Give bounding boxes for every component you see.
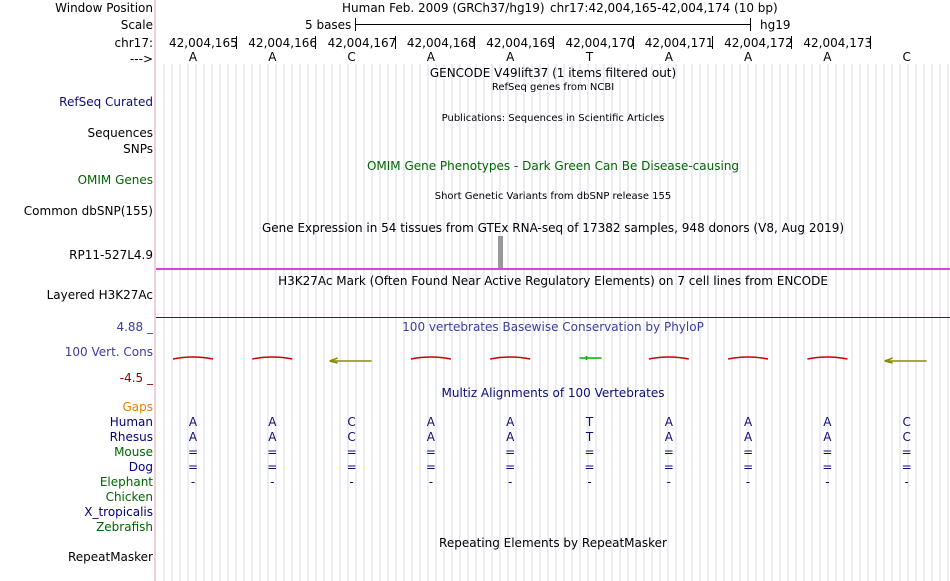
alignment-base: = bbox=[901, 445, 912, 459]
conservation-mark bbox=[580, 356, 602, 360]
chrom-label: chr17: bbox=[114, 36, 153, 50]
gtex-expression-bar[interactable] bbox=[498, 236, 503, 268]
track-label-h3k27ac[interactable]: Layered H3K27Ac bbox=[46, 288, 153, 302]
alignment-base: = bbox=[267, 445, 278, 459]
species-label[interactable]: Dog bbox=[128, 460, 153, 474]
alignment-base: = bbox=[663, 445, 674, 459]
alignment-base: - bbox=[190, 475, 196, 489]
conservation-plot[interactable] bbox=[0, 350, 950, 366]
publications-track-title: Publications: Sequences in Scientific Articles bbox=[441, 113, 665, 124]
alignment-base: = bbox=[267, 460, 278, 474]
conservation-mark bbox=[885, 358, 927, 363]
cons-max-label: 4.88 _ bbox=[116, 320, 153, 334]
scale-db: hg19 bbox=[760, 18, 791, 32]
alignment-base: A bbox=[426, 430, 435, 444]
track-label-dbsnp[interactable]: Common dbSNP(155) bbox=[23, 204, 153, 218]
species-label[interactable]: Elephant bbox=[99, 475, 153, 489]
scale-text: 5 bases bbox=[305, 18, 352, 32]
ruler-position-label: 42,004,165 bbox=[169, 36, 238, 50]
base-letter: C bbox=[902, 50, 911, 64]
dbsnp-track-desc: Short Genetic Variants from dbSNP release 155 bbox=[434, 191, 672, 202]
scale-bar-left-tick bbox=[355, 18, 356, 31]
alignment-base: - bbox=[270, 475, 275, 489]
alignment-base: - bbox=[587, 475, 592, 489]
alignment-base: - bbox=[349, 475, 354, 489]
alignment-base: = bbox=[663, 460, 674, 474]
window-position-label: Window Position bbox=[55, 1, 153, 15]
track-label-refseq[interactable]: RefSeq Curated bbox=[59, 95, 153, 109]
gtex-track-title: Gene Expression in 54 tissues from GTEx RNA-seq of 17382 samples, 948 donors (V8, Aug 2019) bbox=[261, 221, 845, 235]
phylop-track-title: 100 vertebrates Basewise Conservation by PhyloP bbox=[402, 320, 704, 334]
h3k27ac-signal-line bbox=[156, 317, 950, 318]
alignment-base: - bbox=[666, 475, 671, 489]
alignment-base: = bbox=[346, 445, 357, 459]
species-label[interactable]: X_tropicalis bbox=[84, 505, 153, 519]
gtex-magenta-line bbox=[156, 268, 950, 270]
track-label-rp11[interactable]: RP11-527L4.9 bbox=[69, 248, 153, 262]
alignment-base: = bbox=[187, 445, 199, 459]
track-label-sequences[interactable]: Sequences bbox=[87, 126, 153, 140]
alignment-base: = bbox=[822, 460, 833, 474]
alignment-base: A bbox=[426, 415, 435, 429]
conservation-mark bbox=[252, 357, 292, 359]
ruler-position-label: 42,004,166 bbox=[248, 36, 318, 50]
alignment-base: A bbox=[664, 415, 673, 429]
alignment-base: A bbox=[506, 430, 515, 444]
track-label-snps[interactable]: SNPs bbox=[123, 142, 153, 156]
base-letter: C bbox=[347, 50, 356, 64]
alignment-base: A bbox=[188, 430, 198, 444]
base-letter: A bbox=[268, 50, 277, 64]
alignment-base: = bbox=[743, 445, 754, 459]
ruler-position-label: 42,004,173 bbox=[803, 36, 873, 50]
alignment-base: A bbox=[823, 430, 832, 444]
conservation-mark bbox=[411, 357, 451, 359]
base-letter: A bbox=[664, 50, 673, 64]
alignment-base: C bbox=[347, 430, 356, 444]
alignment-base: A bbox=[268, 415, 277, 429]
alignment-base: C bbox=[902, 415, 911, 429]
gencode-track-title[interactable]: GENCODE V49lift37 (1 items filtered out) bbox=[429, 66, 677, 80]
ruler-position-label: 42,004,170 bbox=[565, 36, 635, 50]
species-label[interactable]: Chicken bbox=[105, 490, 153, 504]
species-label[interactable]: Rhesus bbox=[109, 430, 153, 444]
base-letter: A bbox=[823, 50, 832, 64]
ruler-position-label: 42,004,171 bbox=[644, 36, 714, 50]
conservation-mark bbox=[173, 357, 213, 359]
base-letter: A bbox=[426, 50, 435, 64]
multiz-track-title: Multiz Alignments of 100 Vertebrates bbox=[441, 386, 665, 400]
alignment-base: = bbox=[187, 460, 199, 474]
alignment-base: - bbox=[428, 475, 434, 489]
alignment-base: = bbox=[346, 460, 357, 474]
conservation-mark bbox=[649, 357, 689, 359]
alignment-base: C bbox=[347, 415, 356, 429]
alignment-base: = bbox=[901, 460, 912, 474]
alignment-base: = bbox=[584, 460, 595, 474]
alignment-base: - bbox=[745, 475, 751, 489]
ruler-position-label: 42,004,167 bbox=[327, 36, 397, 50]
alignment-base: T bbox=[585, 415, 594, 429]
conservation-mark bbox=[728, 357, 768, 359]
alignment-base: T bbox=[585, 430, 594, 444]
repeatmasker-track-title: Repeating Elements by RepeatMasker bbox=[439, 536, 667, 550]
assembly-title: Human Feb. 2009 (GRCh37/hg19) bbox=[342, 1, 545, 15]
alignment-base: = bbox=[505, 445, 516, 459]
species-label[interactable]: Human bbox=[109, 415, 153, 429]
alignment-base: A bbox=[743, 415, 753, 429]
alignment-base: = bbox=[425, 445, 436, 459]
alignment-base: = bbox=[425, 460, 436, 474]
conservation-mark bbox=[490, 357, 530, 359]
base-letter: A bbox=[188, 50, 198, 64]
conservation-mark bbox=[330, 358, 372, 363]
alignment-base: C bbox=[902, 430, 911, 444]
species-label[interactable]: Mouse bbox=[114, 445, 153, 459]
ruler-position-label: 42,004,169 bbox=[486, 36, 555, 50]
alignment-base: - bbox=[904, 475, 909, 489]
h3k27ac-track-title: H3K27Ac Mark (Often Found Near Active Regulatory Elements) on 7 cell lines from ENCODE bbox=[278, 274, 828, 288]
ruler-position-label: 42,004,172 bbox=[724, 36, 793, 50]
alignment-base: - bbox=[825, 475, 830, 489]
omim-track-title: OMIM Gene Phenotypes - Dark Green Can Be Disease-causing bbox=[366, 159, 740, 173]
alignment-base: A bbox=[268, 430, 277, 444]
track-label-omim[interactable]: OMIM Genes bbox=[77, 173, 153, 187]
conservation-mark bbox=[807, 357, 847, 359]
base-letter: T bbox=[585, 50, 594, 64]
refseq-track-desc: RefSeq genes from NCBI bbox=[491, 82, 615, 93]
alignment-base: = bbox=[505, 460, 516, 474]
alignment-base: A bbox=[823, 415, 832, 429]
species-label[interactable]: Zebrafish bbox=[96, 520, 153, 534]
ruler-position-label: 42,004,168 bbox=[406, 36, 476, 50]
track-label-cons[interactable]: 100 Vert. Cons bbox=[64, 345, 153, 359]
track-label-repeatmasker[interactable]: RepeatMasker bbox=[67, 550, 153, 564]
track-label-gaps[interactable]: Gaps bbox=[122, 400, 153, 414]
alignment-base: = bbox=[822, 445, 833, 459]
scale-bar-right-tick bbox=[750, 18, 751, 31]
position-text: chr17:42,004,165-42,004,174 (10 bp) bbox=[550, 1, 778, 15]
cons-min-label: -4.5 _ bbox=[119, 371, 153, 385]
strand-arrow-label: ---> bbox=[129, 52, 153, 66]
alignment-base: A bbox=[188, 415, 198, 429]
alignment-base: A bbox=[743, 430, 753, 444]
alignment-base: = bbox=[584, 445, 595, 459]
alignment-base: A bbox=[506, 415, 515, 429]
alignment-base: A bbox=[664, 430, 673, 444]
scale-label: Scale bbox=[120, 18, 153, 32]
base-letter: A bbox=[743, 50, 753, 64]
alignment-base: = bbox=[743, 460, 754, 474]
alignment-base: - bbox=[508, 475, 513, 489]
base-letter: A bbox=[506, 50, 515, 64]
scale-bar bbox=[355, 24, 751, 25]
